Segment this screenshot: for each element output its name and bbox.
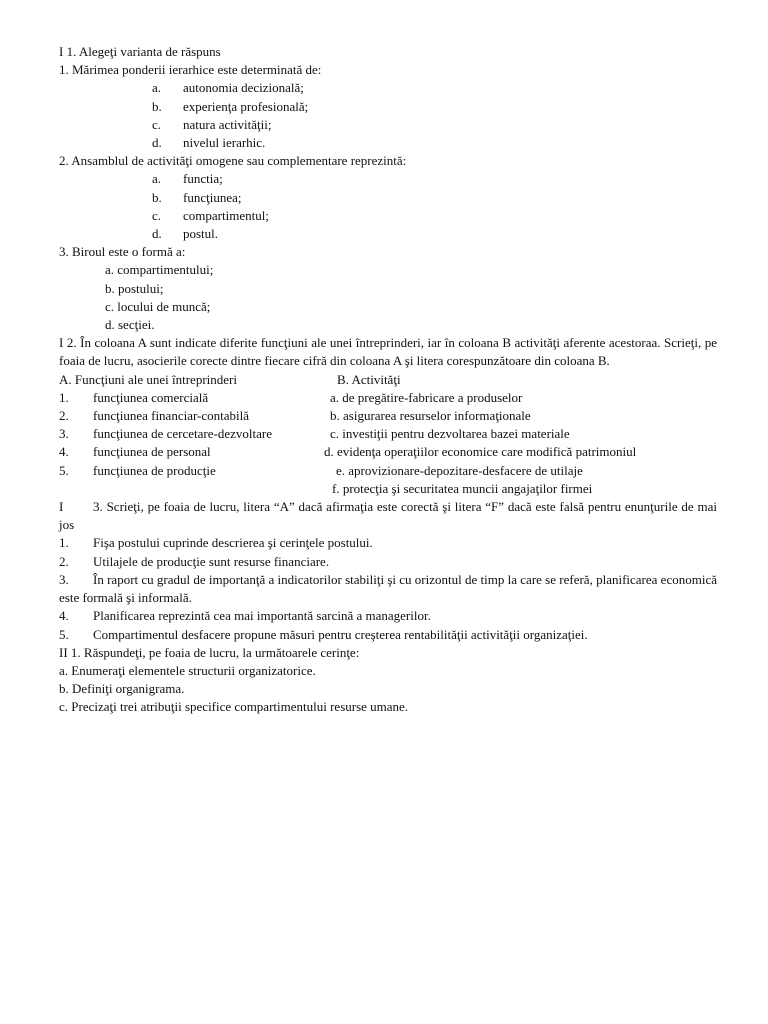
question-2: 2. Ansamblul de activităţi omogene sau complementare reprezintă: [59, 153, 407, 169]
statement: 5. Compartimentul desfacere propune măsuri pentru creşterea rentabilităţii activităţii organizaţiei. [59, 626, 588, 642]
column-a-header: A. Funcţiuni ale unei întreprinderi [59, 371, 237, 387]
option: a. functia; [152, 171, 223, 187]
section-ii1-title: II 1. Răspundeţi, pe foaia de lucru, la următoarele cerinţe: [59, 644, 360, 660]
column-b-header: B. Activităţi [337, 371, 401, 387]
option: c. natura activităţii; [152, 116, 272, 132]
matching-row: 2. funcţiunea financiar-contabilă b. asigurarea resurselor informaţionale [59, 408, 531, 424]
option: a. autonomia decizională; [152, 80, 304, 96]
option: d. secţiei. [105, 317, 155, 333]
requirement: b. Definiţi organigrama. [59, 681, 185, 697]
option: a. compartimentului; [105, 262, 214, 278]
question-1: 1. Mărimea ponderii ierarhice este determinată de: [59, 62, 322, 78]
matching-row: 4. funcţiunea de personal d. evidenţa operaţiilor economice care modifică patrimoniul [59, 444, 637, 460]
option: b. experienţa profesională; [152, 98, 309, 114]
option: d. nivelul ierarhic. [152, 135, 266, 151]
requirement: a. Enumeraţi elementele structurii organizatorice. [59, 662, 316, 678]
statement: 3. În raport cu gradul de importanţă a indicatorilor stabiliţi şi cu orizontul de timp la care se referă, planificarea economică este formală şi informală. [59, 571, 717, 606]
matching-row: 3. funcţiunea de cercetare-dezvoltare c. investiţii pentru dezvoltarea bazei materiale [59, 426, 570, 442]
document-page [59, 43, 717, 717]
option: b. funcţiunea; [152, 189, 242, 205]
statement: 4. Planificarea reprezintă cea mai importantă sarcină a managerilor. [59, 608, 431, 624]
statement: 2. Utilajele de producţie sunt resurse financiare. [59, 553, 330, 569]
matching-row: 1. funcţiunea comercială a. de pregătire-fabricare a produselor [59, 389, 523, 405]
option: c. locului de muncă; [105, 298, 211, 314]
option: b. postului; [105, 280, 164, 296]
section-i3-intro: I 3. Scrieţi, pe foaia de lucru, litera “A” dacă afirmaţia este corectă şi litera “F” dacă este falsă pentru enunţurile de mai jos [59, 499, 717, 533]
requirement: c. Precizaţi trei atribuţii specifice compartimentului resurse umane. [59, 699, 409, 715]
section-i1-title: I 1. Alegeţi varianta de răspuns [59, 44, 221, 59]
matching-extra-b: f. protecţia şi securitatea muncii angajaţilor firmei [332, 480, 593, 496]
question-3: 3. Biroul este o formă a: [59, 244, 186, 260]
option: c. compartimentul; [152, 207, 269, 223]
matching-row: 5. funcţiunea de producţie e. aprovizionare-depozitare-desfacere de utilaje [59, 462, 583, 478]
section-i2-intro: I 2. În coloana A sunt indicate diferite funcţiuni ale unei întreprinderi, iar în coloana B activităţi aferente acestoraa. Scrieţi, pe foaia de lucru, asocierile corecte dintre fiecare cifră din coloana A şi litera corespunzătoare din coloana B. [59, 335, 717, 369]
statement: 1. Fişa postului cuprinde descrierea şi cerinţele postului. [59, 535, 373, 551]
option: d. postul. [152, 226, 219, 242]
matching-header [59, 371, 717, 389]
